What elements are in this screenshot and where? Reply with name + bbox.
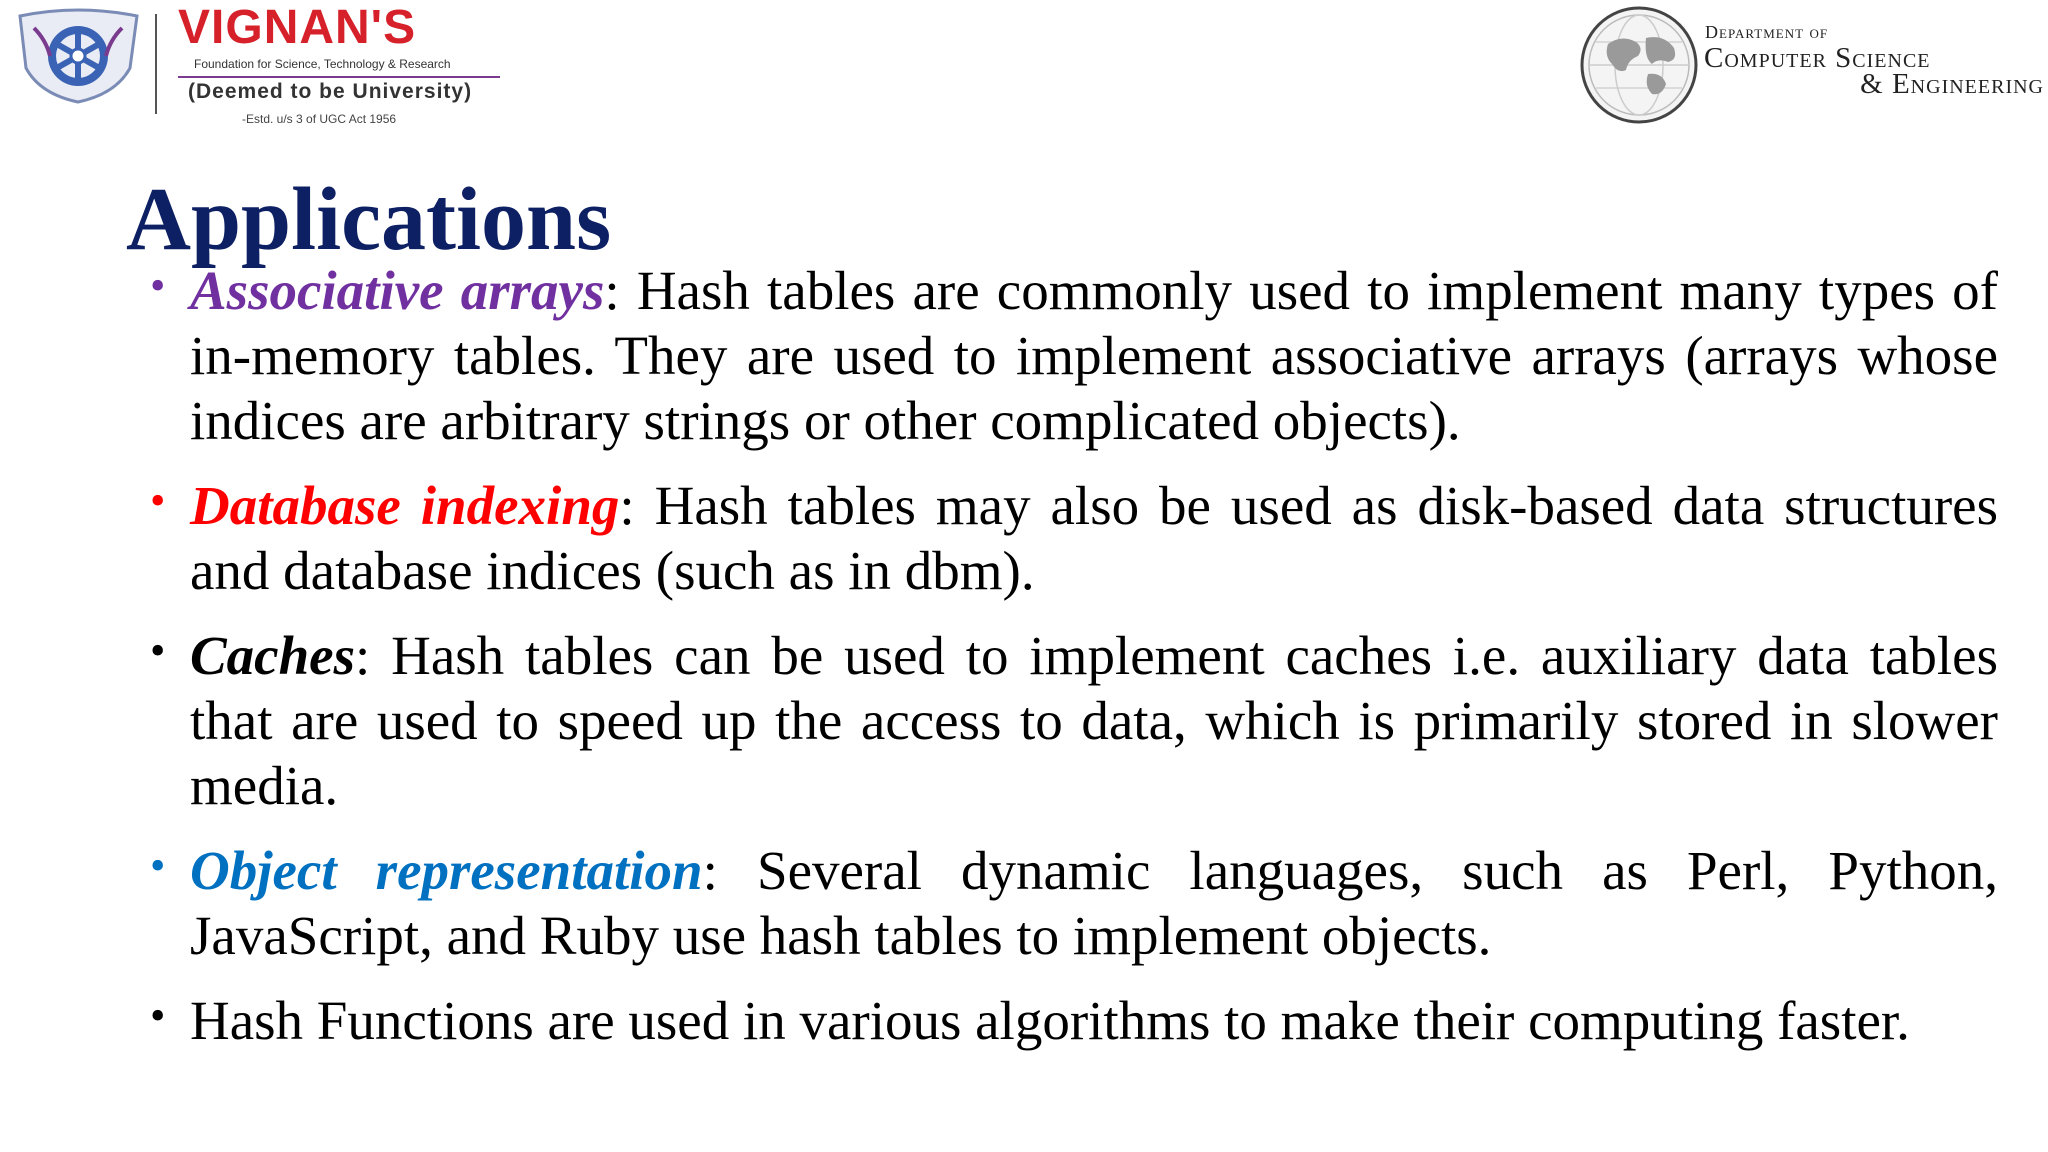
logo-divider [155, 14, 157, 114]
bullet-separator: : [702, 840, 718, 901]
bullet-term: Object representation [190, 840, 703, 901]
university-logo [16, 1, 496, 126]
bullet-list [150, 258, 1998, 1073]
bullet-object-representation [150, 838, 1998, 968]
bullet-caches [150, 623, 1998, 818]
bullet-dot: • [150, 841, 166, 890]
department-of-label: Department of [1705, 22, 1829, 42]
bullet-term: Caches [190, 625, 355, 686]
bullet-dot: • [150, 626, 166, 675]
bullet-term: Database indexing [190, 475, 620, 536]
bullet-text: Hash tables are commonly used to implement many types of in-memory tables. They are used to implement associative arrays (arrays whose indices are arbitrary strings or other complicated objects). [190, 260, 1998, 451]
bullet-term: Associative arrays [190, 260, 605, 321]
university-establishment: -Estd. u/s 3 of UGC Act 1956 [242, 112, 397, 126]
bullet-text: Hash tables may also be used as disk-based data structures and database indices (such as in dbm). [190, 475, 1999, 601]
university-emblem-icon [16, 8, 141, 104]
bullet-hash-functions [150, 988, 1998, 1053]
bullet-dot: • [150, 476, 166, 525]
bullet-separator: : [355, 625, 371, 686]
university-name: VIGNAN'S [178, 1, 417, 54]
bullet-text: Several dynamic languages, such as Perl, Python, JavaScript, and Ruby use hash tables to implement objects. [190, 840, 1998, 966]
department-logo [1578, 2, 2048, 128]
bullet-text: Hash tables can be used to implement caches i.e. auxiliary data tables that are used to speed up the access to data, which is primarily stored in slower media. [190, 625, 1998, 816]
bullet-dot: • [150, 991, 166, 1040]
bullet-dot: • [150, 261, 166, 310]
bullet-database-indexing [150, 473, 1998, 603]
bullet-separator: : [619, 475, 635, 536]
department-name-line2: & Engineering [1860, 68, 2044, 100]
university-status: (Deemed to be University) [188, 80, 473, 103]
logo-rule [178, 76, 500, 78]
bullet-associative-arrays [150, 258, 1998, 453]
department-name-line1: Computer Science [1704, 42, 1931, 74]
globe-icon [1578, 4, 1700, 126]
bullet-separator: : [604, 260, 620, 321]
bullet-text: Hash Functions are used in various algorithms to make their computing faster. [190, 990, 1910, 1051]
slide-title: Applications [126, 170, 612, 269]
university-tagline: Foundation for Science, Technology & Research [194, 57, 451, 71]
